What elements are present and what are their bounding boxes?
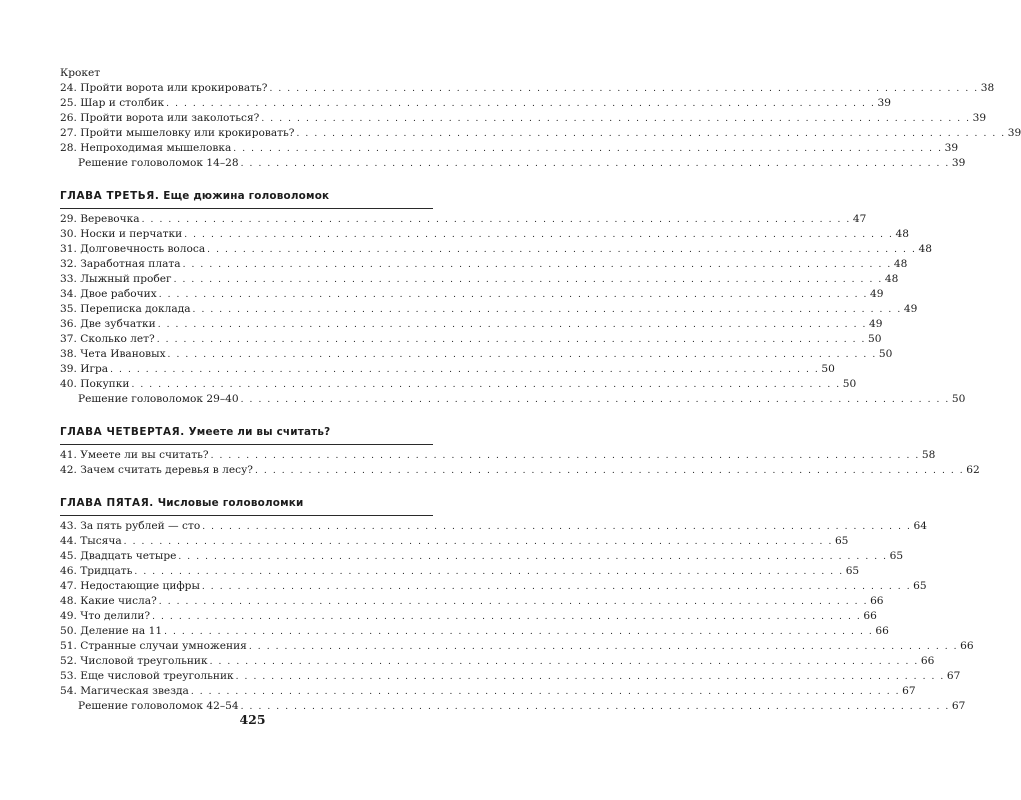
toc-entry bbox=[60, 242, 932, 257]
toc-entry bbox=[60, 141, 959, 156]
dot-leader: . . . . . . . . . . . . . . . . . . . . . . . . . . . . . . . . . . . . . . . . . . . . . . . . . . . . . . . . . . . . . . . . . . . . . . . . . . . . . . . . bbox=[156, 335, 867, 345]
toc-entry-title: 45. Двадцать четыре bbox=[60, 550, 177, 562]
toc-entry-page: 50 bbox=[868, 333, 882, 345]
dot-leader: . . . . . . . . . . . . . . . . . . . . . . . . . . . . . . . . . . . . . . . . . . . . . . . . . . . . . . . . . . . . . . . . . . . . . . . . . . . . . . . . bbox=[152, 612, 862, 622]
toc-entry-title: 28. Непроходимая мышеловка bbox=[60, 142, 232, 154]
toc-entry bbox=[60, 579, 927, 594]
dot-leader: . . . . . . . . . . . . . . . . . . . . . . . . . . . . . . . . . . . . . . . . . . . . . . . . . . . . . . . . . . . . . . . . . . . . . . . . . . . . . . . . bbox=[178, 552, 888, 562]
chapter-5-entries bbox=[60, 519, 974, 714]
toc-entry-page: 48 bbox=[884, 273, 899, 285]
dot-leader: . . . . . . . . . . . . . . . . . . . . . . . . . . . . . . . . . . . . . . . . . . . . . . . . . . . . . . . . . . . . . . . . . . . . . . . . . . . . . . . . bbox=[141, 215, 851, 225]
toc-entry-page: 38 bbox=[980, 82, 995, 94]
section-title-croquet: Крокет bbox=[60, 67, 101, 79]
toc-entry-title: 38. Чета Ивановых bbox=[60, 348, 166, 360]
toc-entry-page: 49 bbox=[868, 318, 883, 330]
dot-leader: . . . . . . . . . . . . . . . . . . . . . . . . . . . . . . . . . . . . . . . . . . . . . . . . . . . . . . . . . . . . . . . . . . . . . . . . . . . . . . . . bbox=[254, 466, 965, 476]
toc-entry bbox=[60, 549, 904, 564]
toc-entry bbox=[60, 126, 1021, 141]
toc-entry bbox=[60, 81, 995, 96]
dot-leader: . . . . . . . . . . . . . . . . . . . . . . . . . . . . . . . . . . . . . . . . . . . . . . . . . . . . . . . . . . . . . . . . . . . . . . . . . . . . . . . . bbox=[233, 144, 943, 154]
dot-leader: . . . . . . . . . . . . . . . . . . . . . . . . . . . . . . . . . . . . . . . . . . . . . . . . . . . . . . . . . . . . . . . . . . . . . . . . . . . . . . . . bbox=[134, 567, 844, 577]
toc-entry-title: 47. Недостающие цифры bbox=[60, 580, 200, 592]
toc-entry-page: 67 bbox=[951, 700, 966, 712]
dot-leader: . . . . . . . . . . . . . . . . . . . . . . . . . . . . . . . . . . . . . . . . . . . . . . . . . . . . . . . . . . . . . . . . . . . . . . . . . . . . . . . . bbox=[207, 245, 917, 255]
toc-entry bbox=[60, 639, 974, 654]
toc-entry bbox=[60, 332, 882, 347]
dot-leader: . . . . . . . . . . . . . . . . . . . . . . . . . . . . . . . . . . . . . . . . . . . . . . . . . . . . . . . . . . . . . . . . . . . . . . . . . . . . . . . . bbox=[235, 672, 945, 682]
page-number: 425 bbox=[239, 712, 266, 727]
table-of-contents bbox=[60, 66, 1021, 714]
toc-entry-title: 43. За пять рублей — сто bbox=[60, 520, 201, 532]
toc-entry bbox=[60, 272, 899, 287]
toc-entry-title: 37. Сколько лет? bbox=[60, 333, 155, 345]
toc-entry-title: 25. Шар и столбик bbox=[60, 97, 165, 109]
toc-entry-page: 66 bbox=[863, 610, 877, 622]
toc-entry-title: Решение головоломок 42–54 bbox=[78, 700, 239, 712]
toc-entry-page: 64 bbox=[913, 520, 927, 532]
toc-entry-title: 51. Странные случаи умножения bbox=[60, 640, 247, 652]
toc-entry-page: 67 bbox=[902, 685, 916, 697]
toc-entry-page: 50 bbox=[951, 393, 966, 405]
toc-entry-title: 39. Игра bbox=[60, 363, 109, 375]
dot-leader: . . . . . . . . . . . . . . . . . . . . . . . . . . . . . . . . . . . . . . . . . . . . . . . . . . . . . . . . . . . . . . . . . . . . . . . . . . . . . . . . bbox=[158, 290, 868, 300]
toc-entry-title: 27. Пройти мышеловку или крокировать? bbox=[60, 127, 295, 139]
toc-entry-page: 66 bbox=[875, 625, 889, 637]
toc-entry bbox=[60, 463, 980, 478]
croquet-entries bbox=[60, 81, 1021, 171]
toc-entry-page: 50 bbox=[878, 348, 893, 360]
toc-entry-page: 62 bbox=[966, 464, 980, 476]
dot-leader: . . . . . . . . . . . . . . . . . . . . . . . . . . . . . . . . . . . . . . . . . . . . . . . . . . . . . . . . . . . . . . . . . . . . . . . . . . . . . . . . bbox=[131, 380, 841, 390]
dot-leader: . . . . . . . . . . . . . . . . . . . . . . . . . . . . . . . . . . . . . . . . . . . . . . . . . . . . . . . . . . . . . . . . . . . . . . . . . . . . . . . . bbox=[240, 395, 950, 405]
toc-entry bbox=[60, 111, 987, 126]
chapter-5-heading bbox=[60, 496, 433, 510]
toc-entry-title: 31. Долговечность волоса bbox=[60, 243, 206, 255]
toc-entry-title: 41. Умеете ли вы считать? bbox=[60, 449, 209, 461]
toc-entry-title: 40. Покупки bbox=[60, 378, 130, 390]
toc-entry-title: 44. Тысяча bbox=[60, 535, 122, 547]
toc-entry-page: 66 bbox=[870, 595, 884, 607]
toc-entry bbox=[60, 227, 909, 242]
toc-entry-title: 52. Числовой треугольник bbox=[60, 655, 208, 667]
toc-entry bbox=[60, 362, 835, 377]
toc-entry bbox=[60, 347, 893, 362]
chapter-4-rule bbox=[60, 444, 433, 445]
chapter-4-heading bbox=[60, 425, 433, 439]
dot-leader: . . . . . . . . . . . . . . . . . . . . . . . . . . . . . . . . . . . . . . . . . . . . . . . . . . . . . . . . . . . . . . . . . . . . . . . . . . . . . . . . bbox=[190, 687, 901, 697]
toc-entry bbox=[60, 609, 877, 624]
toc-entry-title: 33. Лыжный пробег bbox=[60, 273, 172, 285]
toc-solutions-entry bbox=[60, 156, 966, 171]
toc-entry-title: Решение головоломок 14–28 bbox=[78, 157, 239, 169]
toc-entry-page: 39 bbox=[951, 157, 966, 169]
toc-entry bbox=[60, 302, 918, 317]
toc-entry-page: 39 bbox=[877, 97, 891, 109]
toc-entry-page: 65 bbox=[913, 580, 927, 592]
toc-entry-page: 65 bbox=[845, 565, 860, 577]
toc-entry-title: 46. Тридцать bbox=[60, 565, 133, 577]
toc-entry-page: 49 bbox=[869, 288, 884, 300]
dot-leader: . . . . . . . . . . . . . . . . . . . . . . . . . . . . . . . . . . . . . . . . . . . . . . . . . . . . . . . . . . . . . . . . . . . . . . . . . . . . . . . . bbox=[167, 350, 877, 360]
toc-entry-page: 50 bbox=[842, 378, 857, 390]
toc-entry-title: 49. Что делили? bbox=[60, 610, 151, 622]
toc-entry-page: 48 bbox=[895, 228, 909, 240]
toc-entry bbox=[60, 448, 936, 463]
toc-entry bbox=[60, 287, 884, 302]
toc-entry bbox=[60, 96, 891, 111]
dot-leader: . . . . . . . . . . . . . . . . . . . . . . . . . . . . . . . . . . . . . . . . . . . . . . . . . . . . . . . . . . . . . . . . . . . . . . . . . . . . . . . . bbox=[269, 84, 979, 94]
toc-entry-title: 54. Магическая звезда bbox=[60, 685, 189, 697]
dot-leader: . . . . . . . . . . . . . . . . . . . . . . . . . . . . . . . . . . . . . . . . . . . . . . . . . . . . . . . . . . . . . . . . . . . . . . . . . . . . . . . . bbox=[202, 522, 912, 532]
toc-entry-page: 39 bbox=[972, 112, 987, 124]
toc-entry bbox=[60, 317, 883, 332]
chapter-5-label: ГЛАВА ПЯТАЯ. bbox=[60, 497, 154, 509]
toc-entry-page: 48 bbox=[918, 243, 932, 255]
chapter-3-label: ГЛАВА ТРЕТЬЯ. bbox=[60, 190, 160, 202]
toc-entry bbox=[60, 564, 860, 579]
toc-entry-title: 48. Какие числа? bbox=[60, 595, 157, 607]
chapter-3-rule bbox=[60, 208, 433, 209]
toc-entry bbox=[60, 534, 849, 549]
toc-entry-title: 50. Деление на 11 bbox=[60, 625, 163, 637]
toc-entry-page: 66 bbox=[920, 655, 935, 667]
dot-leader: . . . . . . . . . . . . . . . . . . . . . . . . . . . . . . . . . . . . . . . . . . . . . . . . . . . . . . . . . . . . . . . . . . . . . . . . . . . . . . . . bbox=[240, 702, 950, 712]
chapter-4-title: Умеете ли вы считать? bbox=[188, 426, 331, 438]
toc-entry-title: 53. Еще числовой треугольник bbox=[60, 670, 234, 682]
toc-entry-page: 50 bbox=[821, 363, 835, 375]
dot-leader: . . . . . . . . . . . . . . . . . . . . . . . . . . . . . . . . . . . . . . . . . . . . . . . . . . . . . . . . . . . . . . . . . . . . . . . . . . . . . . . . bbox=[184, 230, 894, 240]
toc-entry-title: 35. Переписка доклада bbox=[60, 303, 191, 315]
toc-entry bbox=[60, 669, 961, 684]
toc-entry-title: 34. Двое рабочих bbox=[60, 288, 157, 300]
toc-entry-page: 66 bbox=[960, 640, 974, 652]
toc-entry bbox=[60, 654, 935, 669]
chapter-3-heading bbox=[60, 189, 433, 203]
toc-entry bbox=[60, 519, 927, 534]
dot-leader: . . . . . . . . . . . . . . . . . . . . . . . . . . . . . . . . . . . . . . . . . . . . . . . . . . . . . . . . . . . . . . . . . . . . . . . . . . . . . . . . bbox=[164, 627, 874, 637]
toc-entry-title: 30. Носки и перчатки bbox=[60, 228, 183, 240]
dot-leader: . . . . . . . . . . . . . . . . . . . . . . . . . . . . . . . . . . . . . . . . . . . . . . . . . . . . . . . . . . . . . . . . . . . . . . . . . . . . . . . . bbox=[123, 537, 833, 547]
toc-entry bbox=[60, 684, 916, 699]
toc-entry-page: 65 bbox=[889, 550, 904, 562]
dot-leader: . . . . . . . . . . . . . . . . . . . . . . . . . . . . . . . . . . . . . . . . . . . . . . . . . . . . . . . . . . . . . . . . . . . . . . . . . . . . . . . . bbox=[158, 597, 869, 607]
toc-entry bbox=[60, 594, 884, 609]
toc-entry-page: 48 bbox=[893, 258, 908, 270]
dot-leader: . . . . . . . . . . . . . . . . . . . . . . . . . . . . . . . . . . . . . . . . . . . . . . . . . . . . . . . . . . . . . . . . . . . . . . . . . . . . . . . . bbox=[173, 275, 883, 285]
chapter-5-rule bbox=[60, 515, 433, 516]
chapter-3-title: Еще дюжина головоломок bbox=[163, 190, 330, 202]
chapter-3-entries bbox=[60, 212, 966, 407]
chapter-5-title: Числовые головоломки bbox=[157, 497, 304, 509]
toc-entry-page: 39 bbox=[944, 142, 959, 154]
toc-entry-title: 32. Заработная плата bbox=[60, 258, 181, 270]
toc-entry-title: 24. Пройти ворота или крокировать? bbox=[60, 82, 268, 94]
toc-entry-page: 47 bbox=[852, 213, 867, 225]
toc-entry-page: 58 bbox=[921, 449, 936, 461]
toc-entry-title: Решение головоломок 29–40 bbox=[78, 393, 239, 405]
toc-entry-page: 49 bbox=[903, 303, 918, 315]
toc-entry-title: 26. Пройти ворота или заколоться? bbox=[60, 112, 260, 124]
dot-leader: . . . . . . . . . . . . . . . . . . . . . . . . . . . . . . . . . . . . . . . . . . . . . . . . . . . . . . . . . . . . . . . . . . . . . . . . . . . . . . . . bbox=[209, 657, 919, 667]
dot-leader: . . . . . . . . . . . . . . . . . . . . . . . . . . . . . . . . . . . . . . . . . . . . . . . . . . . . . . . . . . . . . . . . . . . . . . . . . . . . . . . . bbox=[201, 582, 912, 592]
toc-entry-page: 67 bbox=[946, 670, 961, 682]
toc-entry bbox=[60, 377, 857, 392]
dot-leader: . . . . . . . . . . . . . . . . . . . . . . . . . . . . . . . . . . . . . . . . . . . . . . . . . . . . . . . . . . . . . . . . . . . . . . . . . . . . . . . . bbox=[261, 114, 971, 124]
toc-entry-page: 65 bbox=[834, 535, 849, 547]
toc-entry-title: 42. Зачем считать деревья в лесу? bbox=[60, 464, 253, 476]
dot-leader: . . . . . . . . . . . . . . . . . . . . . . . . . . . . . . . . . . . . . . . . . . . . . . . . . . . . . . . . . . . . . . . . . . . . . . . . . . . . . . . . bbox=[192, 305, 902, 315]
dot-leader: . . . . . . . . . . . . . . . . . . . . . . . . . . . . . . . . . . . . . . . . . . . . . . . . . . . . . . . . . . . . . . . . . . . . . . . . . . . . . . . . bbox=[157, 320, 867, 330]
toc-solutions-entry bbox=[60, 392, 966, 407]
dot-leader: . . . . . . . . . . . . . . . . . . . . . . . . . . . . . . . . . . . . . . . . . . . . . . . . . . . . . . . . . . . . . . . . . . . . . . . . . . . . . . . . bbox=[210, 451, 920, 461]
toc-entry-page: 39 bbox=[1007, 127, 1021, 139]
chapter-4-entries bbox=[60, 448, 980, 478]
dot-leader: . . . . . . . . . . . . . . . . . . . . . . . . . . . . . . . . . . . . . . . . . . . . . . . . . . . . . . . . . . . . . . . . . . . . . . . . . . . . . . . . bbox=[110, 365, 820, 375]
toc-entry bbox=[60, 212, 867, 227]
dot-leader: . . . . . . . . . . . . . . . . . . . . . . . . . . . . . . . . . . . . . . . . . . . . . . . . . . . . . . . . . . . . . . . . . . . . . . . . . . . . . . . . bbox=[240, 159, 950, 169]
chapter-4-label: ГЛАВА ЧЕТВЕРТАЯ. bbox=[60, 426, 185, 438]
toc-entry-title: 36. Две зубчатки bbox=[60, 318, 156, 330]
dot-leader: . . . . . . . . . . . . . . . . . . . . . . . . . . . . . . . . . . . . . . . . . . . . . . . . . . . . . . . . . . . . . . . . . . . . . . . . . . . . . . . . bbox=[166, 99, 876, 109]
toc-entry-title: 29. Веревочка bbox=[60, 213, 140, 225]
dot-leader: . . . . . . . . . . . . . . . . . . . . . . . . . . . . . . . . . . . . . . . . . . . . . . . . . . . . . . . . . . . . . . . . . . . . . . . . . . . . . . . . bbox=[296, 129, 1006, 139]
toc-entry bbox=[60, 257, 908, 272]
dot-leader: . . . . . . . . . . . . . . . . . . . . . . . . . . . . . . . . . . . . . . . . . . . . . . . . . . . . . . . . . . . . . . . . . . . . . . . . . . . . . . . . bbox=[182, 260, 892, 270]
dot-leader: . . . . . . . . . . . . . . . . . . . . . . . . . . . . . . . . . . . . . . . . . . . . . . . . . . . . . . . . . . . . . . . . . . . . . . . . . . . . . . . . bbox=[248, 642, 959, 652]
toc-entry bbox=[60, 624, 889, 639]
